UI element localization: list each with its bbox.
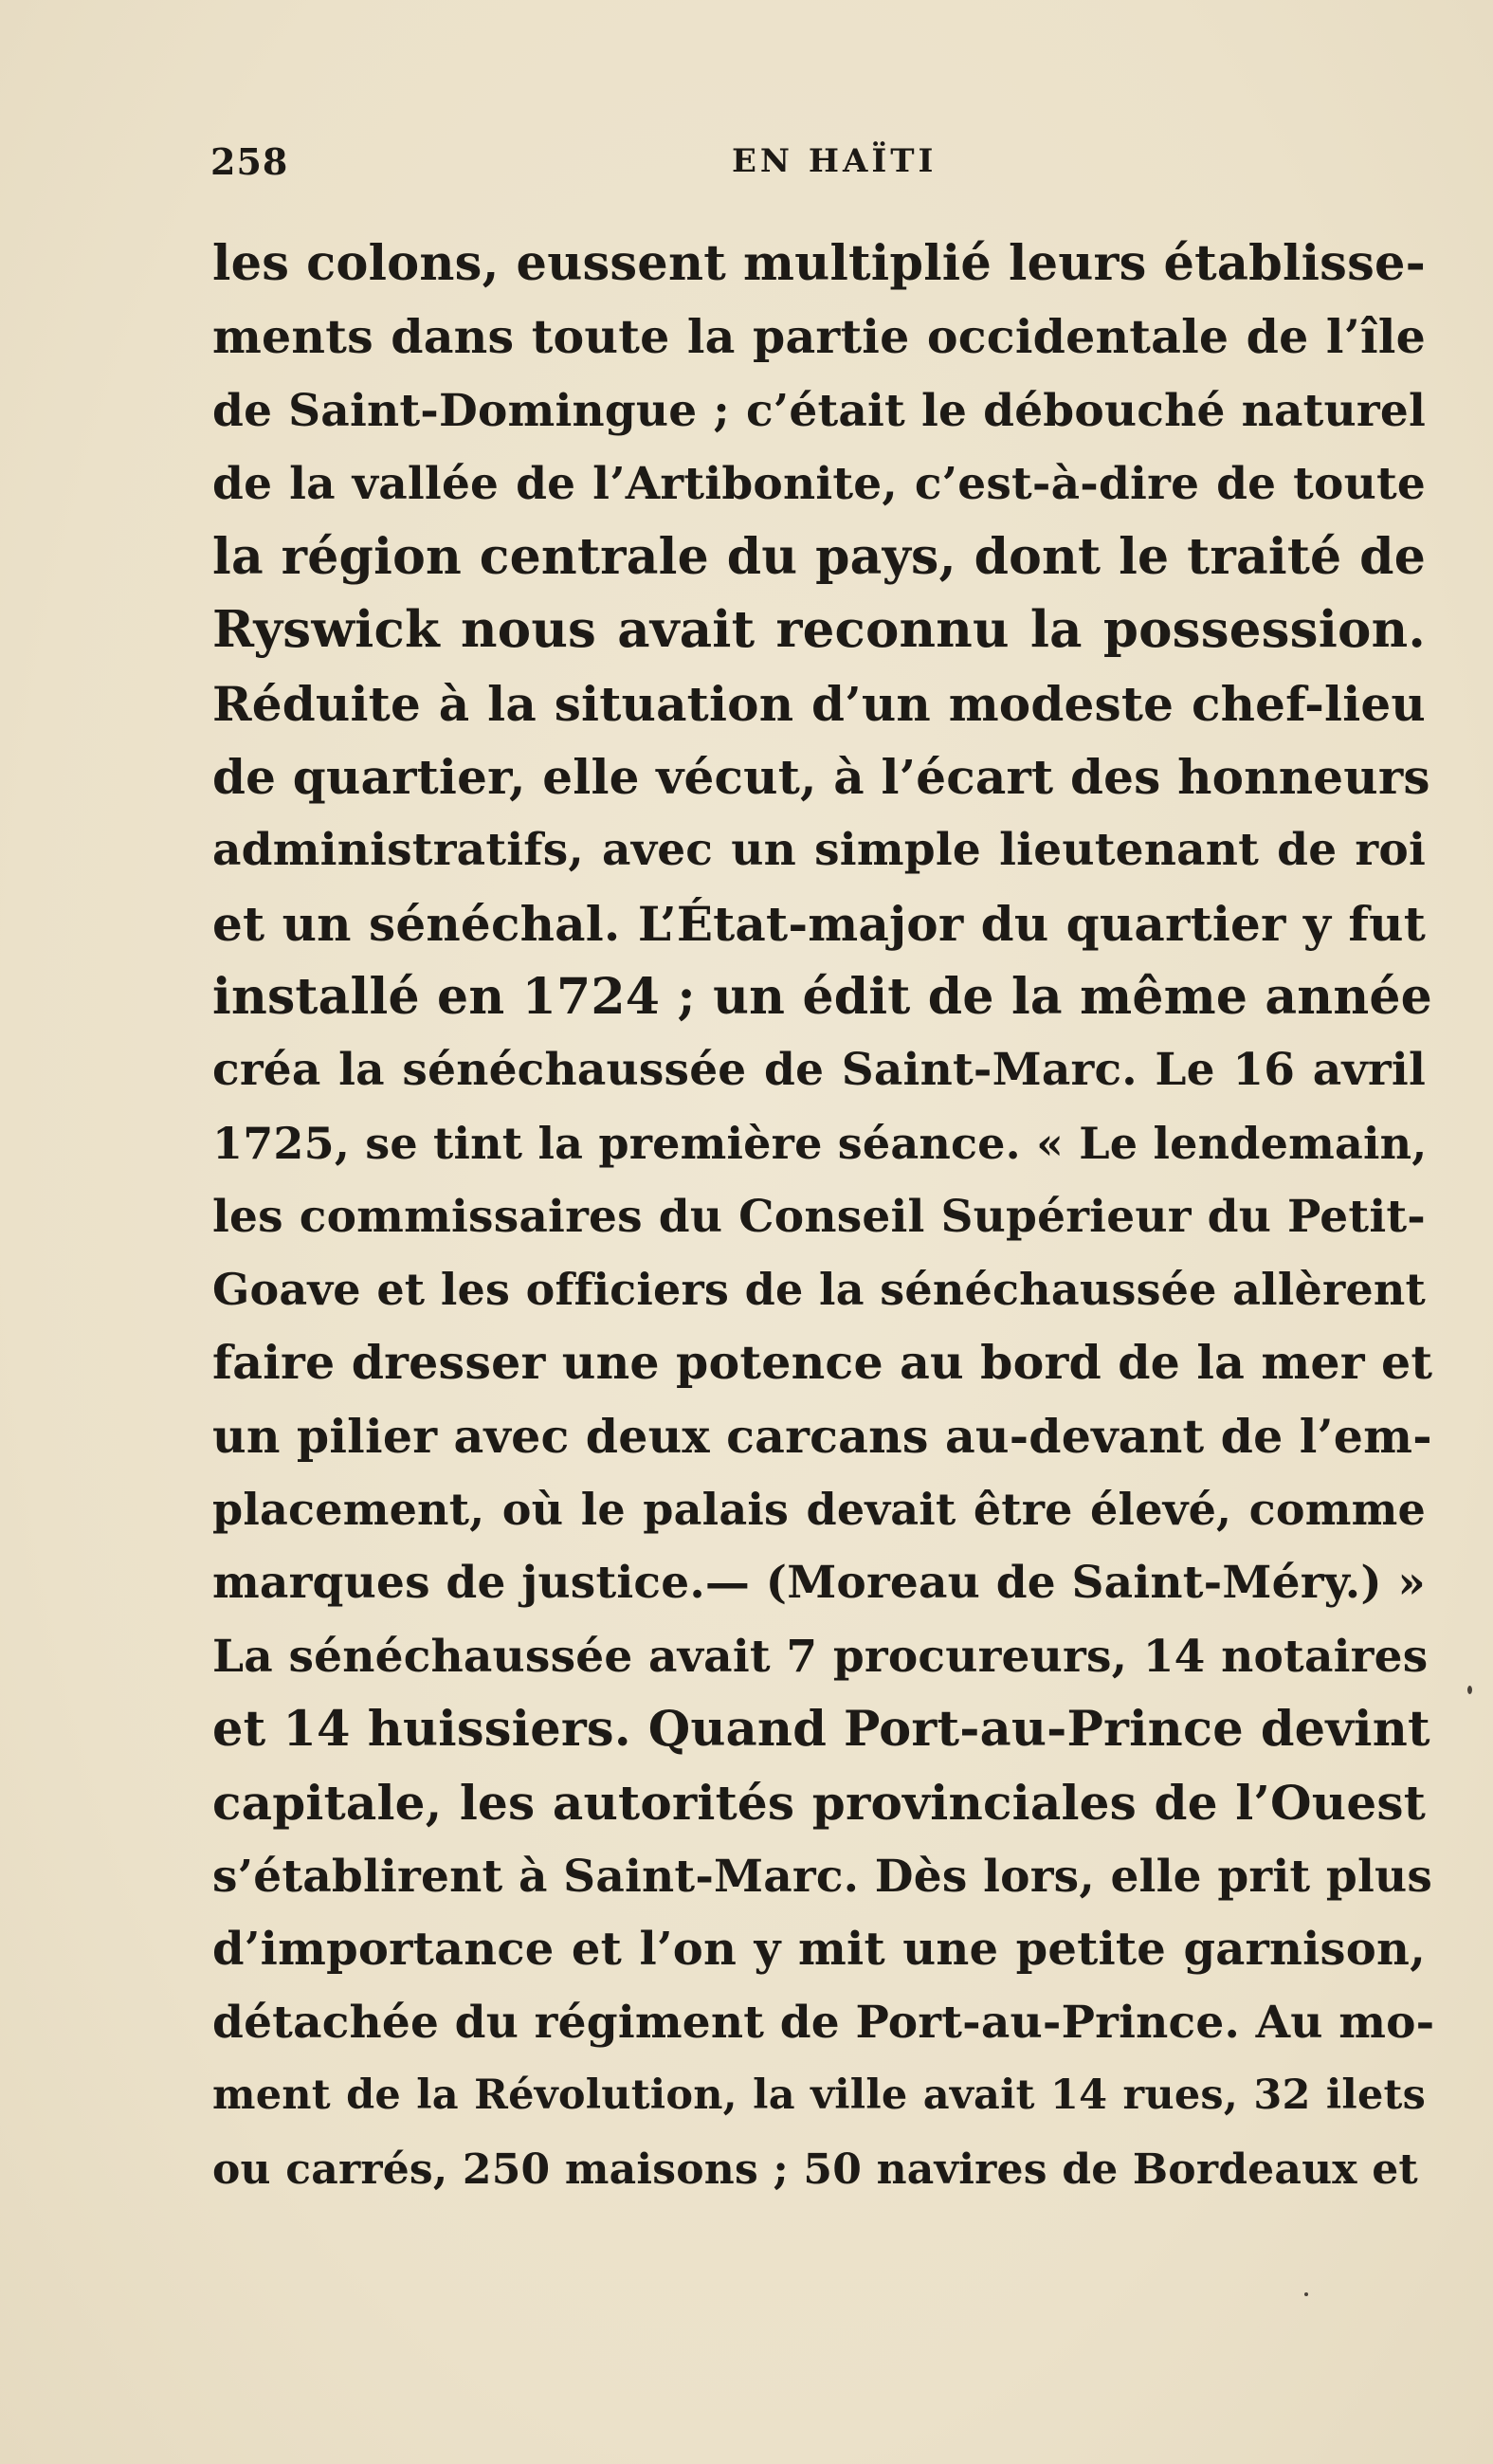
running-title: EN HAÏTI: [732, 142, 938, 180]
text-line: marques de justice.— (Moreau de Saint-Méry.) »: [212, 1557, 1426, 1610]
text-line: les colons, eussent multiplié leurs établisse-: [212, 235, 1426, 292]
text-line: ou carrés, 250 maisons ; 50 navires de Bordeaux et: [212, 2145, 1418, 2194]
text-line: créa la sénéchaussée de Saint-Marc. Le 16 avril: [212, 1044, 1426, 1097]
text-line: détachée du régiment de Port-au-Prince. Au mo-: [212, 1997, 1435, 2050]
text-line: la région centrale du pays, dont le traité de: [212, 528, 1426, 587]
text-line: placement, où le palais devait être élevé, comme: [212, 1484, 1426, 1536]
text-line: capitale, les autorités provinciales de l’Ouest: [212, 1775, 1426, 1832]
text-line: et 14 huissiers. Quand Port-au-Prince devint: [212, 1700, 1430, 1758]
text-line: Goave et les officiers de la sénéchaussée allèrent: [212, 1264, 1426, 1316]
text-line: et un sénéchal. L’État-major du quartier y fut: [212, 895, 1426, 952]
text-line: de quartier, elle vécut, à l’écart des honneurs: [212, 749, 1430, 806]
page-number: 258: [210, 140, 289, 183]
text-line: un pilier avec deux carcans au-devant de l’em-: [212, 1408, 1432, 1464]
text-line: Ryswick nous avait reconnu la possession.: [212, 600, 1426, 660]
body-text: [212, 228, 1435, 2206]
text-line: installé en 1724 ; un édit de la même année: [212, 967, 1432, 1026]
text-line: ments dans toute la partie occidentale de l’île: [212, 309, 1426, 365]
text-line: de Saint-Domingue ; c’était le débouché naturel: [212, 384, 1426, 437]
page-header: [210, 140, 1424, 197]
ink-speck: [1467, 1686, 1472, 1694]
text-line: les commissaires du Conseil Supérieur du Petit-: [212, 1190, 1426, 1243]
text-line: faire dresser une potence au bord de la mer et: [212, 1335, 1433, 1391]
text-line: d’importance et l’on y mit une petite garnison,: [212, 1922, 1426, 1976]
text-line: s’établirent à Saint-Marc. Dès lors, elle prit plus: [212, 1850, 1433, 1903]
text-line: 1725, se tint la première séance. « Le lendemain,: [212, 1117, 1428, 1169]
text-line: Réduite à la situation d’un modeste chef-lieu: [212, 675, 1426, 732]
text-line: administratifs, avec un simple lieutenant de roi: [212, 824, 1426, 877]
text-line: de la vallée de l’Artibonite, c’est-à-dire de toute: [212, 457, 1426, 510]
ink-speck: [1304, 2292, 1308, 2296]
text-line: ment de la Révolution, la ville avait 14 rues, 32 ilets: [212, 2072, 1426, 2120]
text-line: La sénéchaussée avait 7 procureurs, 14 notaires: [212, 1630, 1429, 1683]
